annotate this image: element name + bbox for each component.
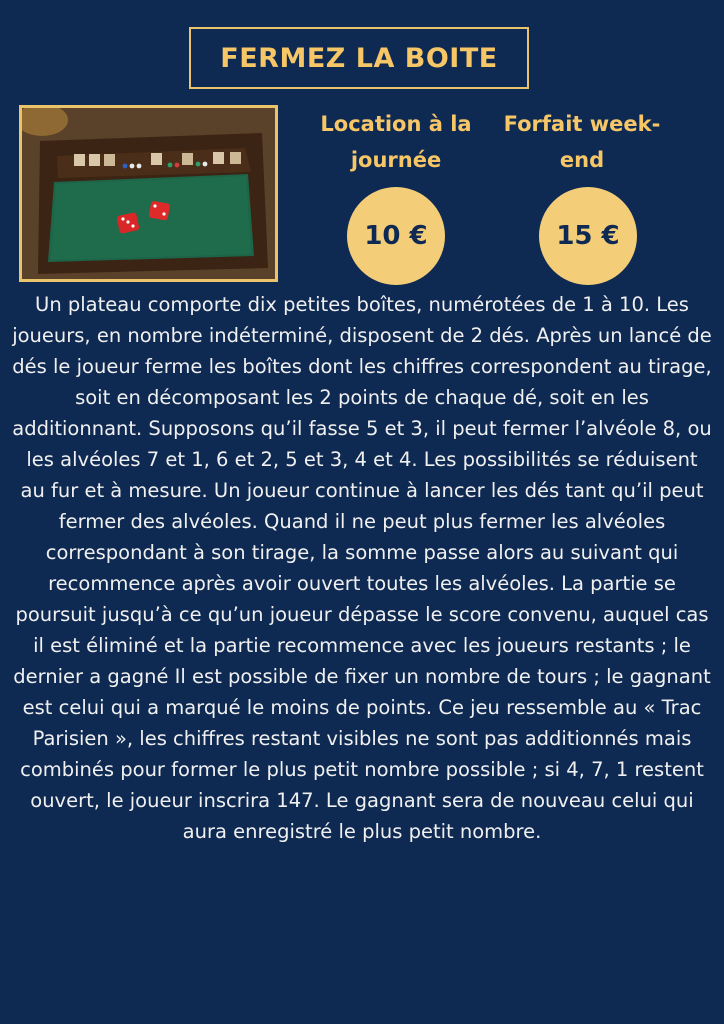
page-title: FERMEZ LA BOITE [220, 42, 498, 74]
game-description: Un plateau comporte dix petites boîtes, numérotées de 1 à 10. Les joueurs, en nombre indéterminé, disposent de 2 dés. Après un lancé de dés le joueur ferme les boîtes dont les chiffres correspondent au tirage, soit en décomposant les 2 points de chaque dé, soit en les additionnant. Supposons qu’il fasse 5 et 3, il peut fermer l’alvéole 8, ou les alvéoles 7 et 1, 6 et 2, 5 et 3, 4 et 4. Les possibilités se réduisent au fur et à mesure. Un joueur continue à lancer les dés tant qu’il peut fermer des alvéoles. Quand il ne peut plus fermer les alvéoles correspondant à son tirage, la somme passe alors au suivant qui recommence après avoir ouvert toutes les alvéoles. La partie se poursuit jusqu’à ce qu’un joueur dépasse le score convenu, auquel cas il est éliminé et la partie recommence avec les joueurs restants ; le dernier a gagné Il est possible de fixer un nombre de tours ; le gagnant est celui qui a marqué le moins de points. Ce jeu ressemble au « Trac Parisien », les chiffres restant visibles ne sont pas additionnés mais combinés pour former le plus petit nombre possible ; si 4, 7, 1 restent ouvert, le joueur inscrira 147. Le gagnant sera de nouveau celui qui aura enregistré le plus petit nombre. [12, 293, 712, 843]
day-rental-label: Location à la journée [320, 112, 472, 172]
weekend-rental-label: Forfait week-end [503, 112, 661, 172]
day-price: 10 € [364, 221, 428, 251]
day-price-badge [347, 187, 445, 285]
weekend-price: 15 € [556, 221, 620, 251]
game-board-photo [19, 105, 278, 282]
weekend-price-badge [539, 187, 637, 285]
shut-the-box-illustration [22, 108, 275, 279]
title-frame [189, 27, 529, 89]
